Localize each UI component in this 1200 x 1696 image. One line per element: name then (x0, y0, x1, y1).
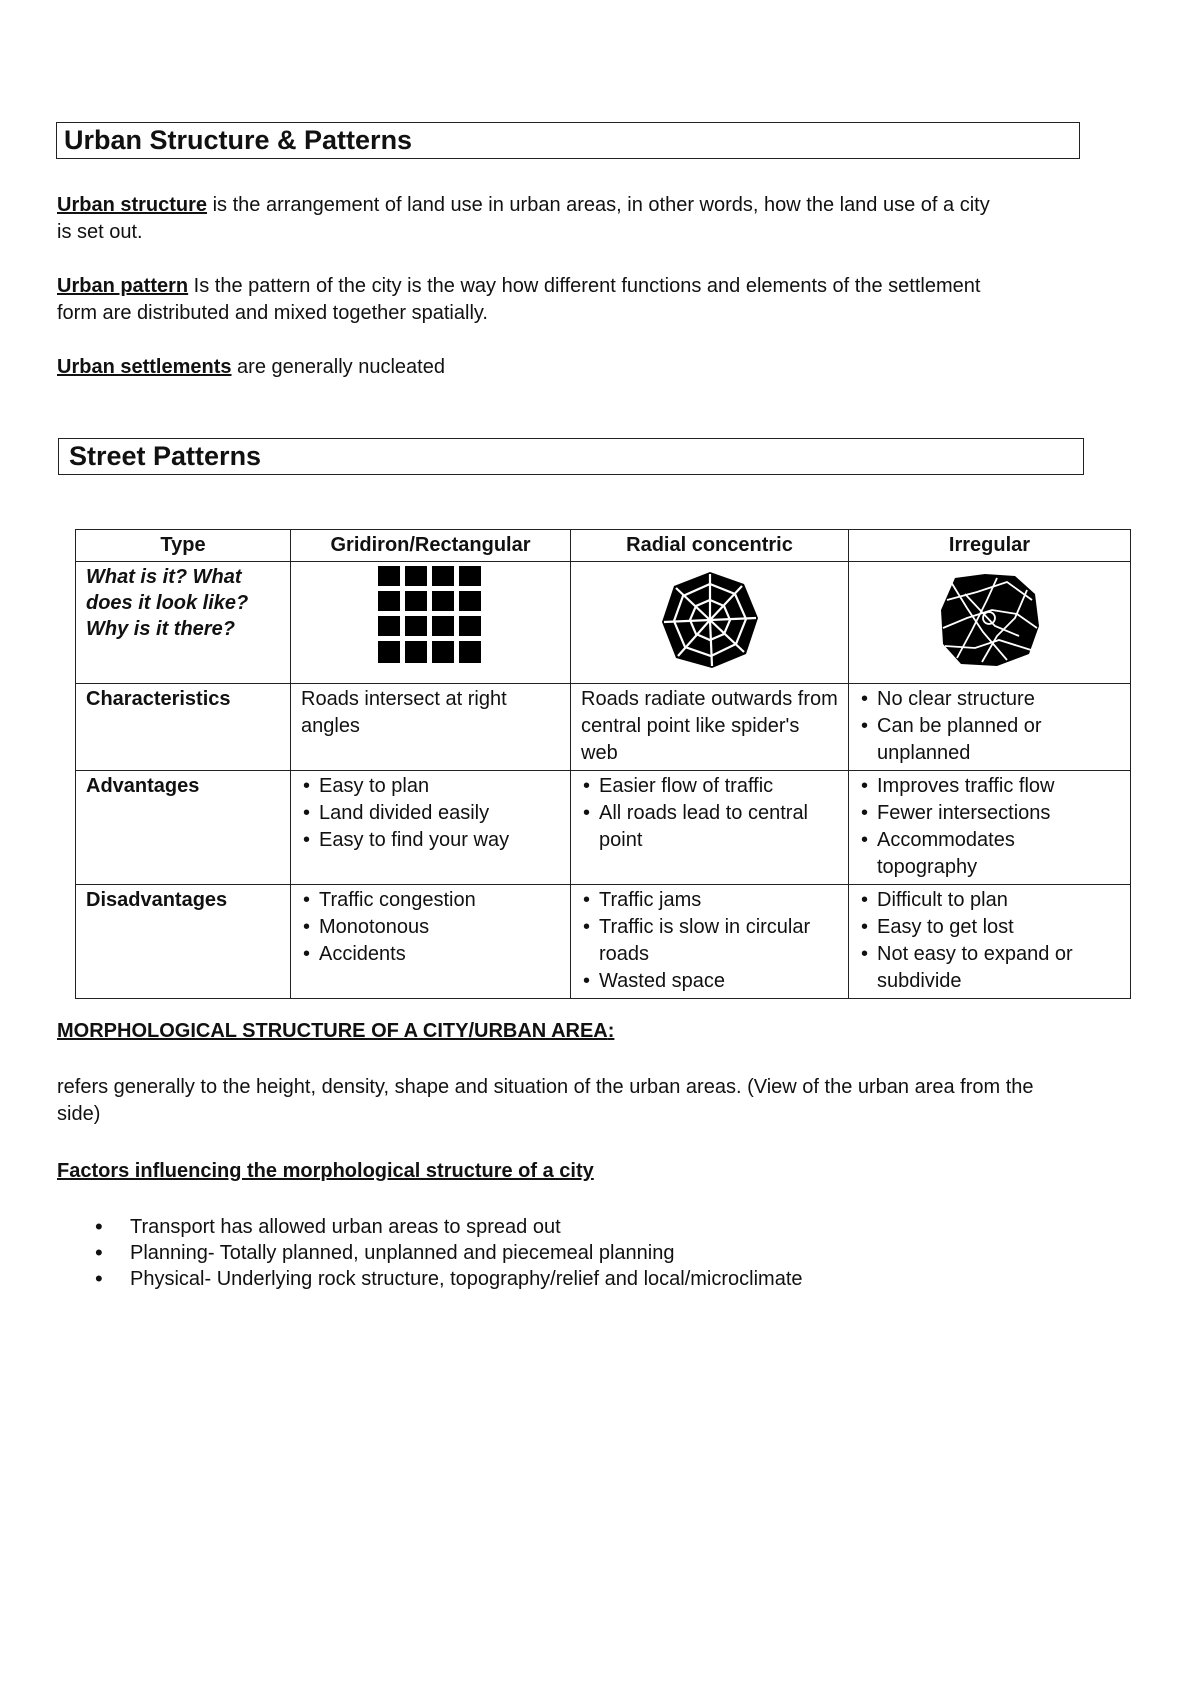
urban-settlements-definition (57, 354, 445, 381)
list-item: • Fewer intersections (859, 800, 1120, 827)
table-row (76, 885, 1131, 999)
header-gridiron: Gridiron/Rectangular (291, 530, 571, 562)
list-item: • Traffic congestion (301, 887, 560, 914)
morphological-structure-heading (57, 1020, 614, 1043)
gridiron-advantages (291, 771, 571, 885)
definition-text: is the arrangement of land use in urban areas, in other words, how the land use of a city is set out. (57, 194, 990, 243)
gridiron-disadvantages (291, 885, 571, 999)
section-heading-street-patterns: Street Patterns (58, 438, 1084, 475)
term-urban-structure: Urban structure (57, 194, 208, 216)
definition-text: Is the pattern of the city is the way how different functions and elements of the settlement form are distributed and mixed together spatially. (57, 275, 981, 324)
list-item: • Can be planned or unplanned (859, 713, 1120, 767)
irregular-advantages (849, 771, 1131, 885)
list-item: • Planning- Totally planned, unplanned and piecemeal planning (57, 1240, 803, 1266)
header-irregular: Irregular (849, 530, 1131, 562)
table-row (76, 562, 1131, 684)
row-label-characteristics: Characteristics (76, 684, 291, 771)
term-urban-settlements: Urban settlements (57, 356, 232, 378)
gridiron-pattern-icon (376, 564, 486, 668)
list-item: • Traffic jams (581, 887, 838, 914)
list-item: • Monotonous (301, 914, 560, 941)
header-type: Type (76, 530, 291, 562)
factors-list (57, 1214, 803, 1292)
term-urban-pattern: Urban pattern (57, 275, 189, 297)
radial-disadvantages (571, 885, 849, 999)
section-heading-urban-structure: Urban Structure & Patterns (56, 122, 1080, 159)
list-item: • Land divided easily (301, 800, 560, 827)
irregular-disadvantages (849, 885, 1131, 999)
irregular-pattern-icon (937, 568, 1043, 672)
irregular-diagram-cell (849, 562, 1131, 684)
list-item: • Easy to find your way (301, 827, 560, 854)
table-header-row (76, 530, 1131, 562)
gridiron-characteristics: Roads intersect at right angles (291, 684, 571, 771)
definition-text: are generally nucleated (231, 356, 445, 378)
radial-characteristics: Roads radiate outwards from central point like spider's web (571, 684, 849, 771)
list-item: • Easy to plan (301, 773, 560, 800)
list-item: • Difficult to plan (859, 887, 1120, 914)
list-item: • Improves traffic flow (859, 773, 1120, 800)
row-label-advantages: Advantages (76, 771, 291, 885)
list-item: • Not easy to expand or subdivide (859, 941, 1120, 995)
row-label-what: What is it? What does it look like? Why is it there? (76, 562, 291, 684)
urban-structure-definition (57, 192, 997, 246)
morphological-structure-description: refers generally to the height, density, shape and situation of the urban areas. (View of the urban area from the side) (57, 1076, 1034, 1125)
morph-title-colon: : (607, 1020, 615, 1042)
list-item: • No clear structure (859, 686, 1120, 713)
list-item: • Accidents (301, 941, 560, 968)
radial-advantages (571, 771, 849, 885)
street-patterns-table (75, 529, 1131, 999)
list-item: • Transport has allowed urban areas to spread out (57, 1214, 803, 1240)
list-item: • Traffic is slow in circular roads (581, 914, 838, 968)
table-row (76, 771, 1131, 885)
list-item: • Accommodates topography (859, 827, 1120, 881)
list-item: • Easier flow of traffic (581, 773, 838, 800)
row-label-disadvantages: Disadvantages (76, 885, 291, 999)
radial-pattern-icon (660, 568, 760, 672)
irregular-characteristics (849, 684, 1131, 771)
gridiron-diagram-cell (291, 562, 571, 684)
list-item: • Wasted space (581, 968, 838, 995)
table-row (76, 684, 1131, 771)
list-item: • Easy to get lost (859, 914, 1120, 941)
radial-diagram-cell (571, 562, 849, 684)
list-item: • Physical- Underlying rock structure, topography/relief and local/microclimate (57, 1266, 803, 1292)
morph-title-text: MORPHOLOGICAL STRUCTURE OF A CITY/URBAN AREA (57, 1020, 608, 1042)
list-item: • All roads lead to central point (581, 800, 838, 854)
urban-pattern-definition (57, 273, 1017, 327)
factors-heading: Factors influencing the morphological structure of a city (57, 1160, 594, 1182)
header-radial: Radial concentric (571, 530, 849, 562)
